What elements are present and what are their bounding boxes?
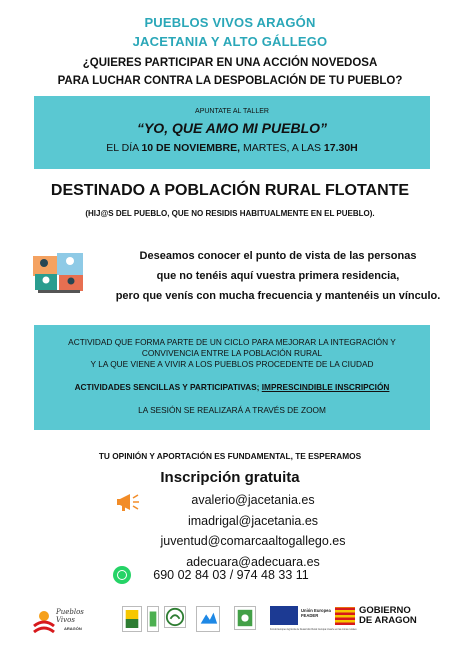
activity-box [34, 325, 430, 430]
comarca-alto-gallego-logo-icon [147, 606, 159, 632]
intro-line1: Deseamos conocer el punto de vista de las personas [139, 250, 417, 262]
workshop-date: EL DÍA 10 DE NOVIEMBRE, MARTES, A LAS 17.30H [106, 142, 358, 154]
feder-note: Fondo Europeo Agrícola de Desarrollo Rural: Europa invierte en las zonas rurales [270, 628, 357, 631]
adecuara-logo-icon [196, 606, 220, 632]
closing-opinion: TU OPINIÓN Y APORTACIÓN ES FUNDAMENTAL, TE ESPERAMOS [98, 451, 362, 461]
whatsapp-icon [113, 566, 131, 584]
phone-numbers[interactable]: 690 02 84 03 / 974 48 33 11 [153, 568, 309, 582]
workshop-signup-label: APUNTATE AL TALLER [195, 108, 269, 115]
eu-flag-icon [270, 606, 298, 625]
email-link[interactable]: avalerio@jacetania.es [191, 493, 315, 507]
comarca-jacetania-logo-icon [122, 606, 142, 632]
leader-logo-icon [164, 606, 186, 628]
workshop-title: “YO, QUE AMO MI PUEBLO” [136, 120, 328, 136]
question-line1: ¿QUIERES PARTICIPAR EN UNA ACCIÓN NOVEDOSA [82, 57, 378, 69]
pueblos-vivos-subtext: ARAGÓN [64, 626, 82, 631]
gobierno-aragon-logo: GOBIERNO DE ARAGON [359, 605, 417, 626]
activity-requirements: ACTIVIDADES SENCILLAS Y PARTICIPATIVAS; IMPRESCINDIBLE INSCRIPCIÓN [74, 382, 390, 392]
org-title-line1: PUEBLOS VIVOS ARAGÓN [144, 15, 316, 30]
question-line2: PARA LUCHAR CONTRA LA DESPOBLACIÓN DE TU PUEBLO? [57, 75, 403, 87]
target-subtitle: (HIJ@S DEL PUEBLO, QUE NO RESIDIS HABITUALMENTE EN EL PUEBLO). [85, 209, 375, 218]
video-call-illustration-icon [30, 248, 88, 296]
leader-eu-logo-icon [234, 606, 256, 630]
contact-emails [138, 490, 368, 572]
email-link[interactable]: adecuara@adecuara.es [186, 554, 320, 569]
pueblos-vivos-emblem-icon [32, 608, 56, 638]
activity-description: ACTIVIDAD QUE FORMA PARTE DE UN CICLO PARA MEJORAR LA INTEGRACIÓN Y CONVIVENCIA ENTRE LA POBLACIÓN RURAL Y LA QUE VIENE A VIVIR A LOS PUEBLOS PROCEDENTE DE LA CIUDAD [68, 337, 396, 369]
eu-label: Unión Europea FEADER [301, 608, 331, 618]
org-title-line2: JACETANIA Y ALTO GÁLLEGO [132, 34, 328, 49]
intro-line2: que no tenéis aquí vuestra primera residencia, [156, 270, 400, 282]
target-title: DESTINADO A POBLACIÓN RURAL FLOTANTE [50, 182, 410, 199]
pueblos-vivos-logo [32, 606, 104, 642]
pueblos-vivos-text: Pueblos Vivos [56, 608, 84, 624]
email-link[interactable]: juventud@comarcaaltogallego.es [160, 534, 346, 548]
intro-text [108, 246, 448, 306]
intro-line3: pero que venís con mucha frecuencia y mantenéis un vínculo. [115, 290, 441, 302]
email-link[interactable]: imadrigal@jacetania.es [187, 513, 319, 528]
inscription-heading: Inscripción gratuita [160, 469, 300, 486]
aragon-flag-icon [335, 607, 355, 625]
sponsor-logos [0, 602, 460, 642]
activity-zoom-note: LA SESIÓN SE REALIZARÁ A TRAVÉS DE ZOOM [138, 405, 326, 415]
workshop-box [34, 96, 430, 169]
